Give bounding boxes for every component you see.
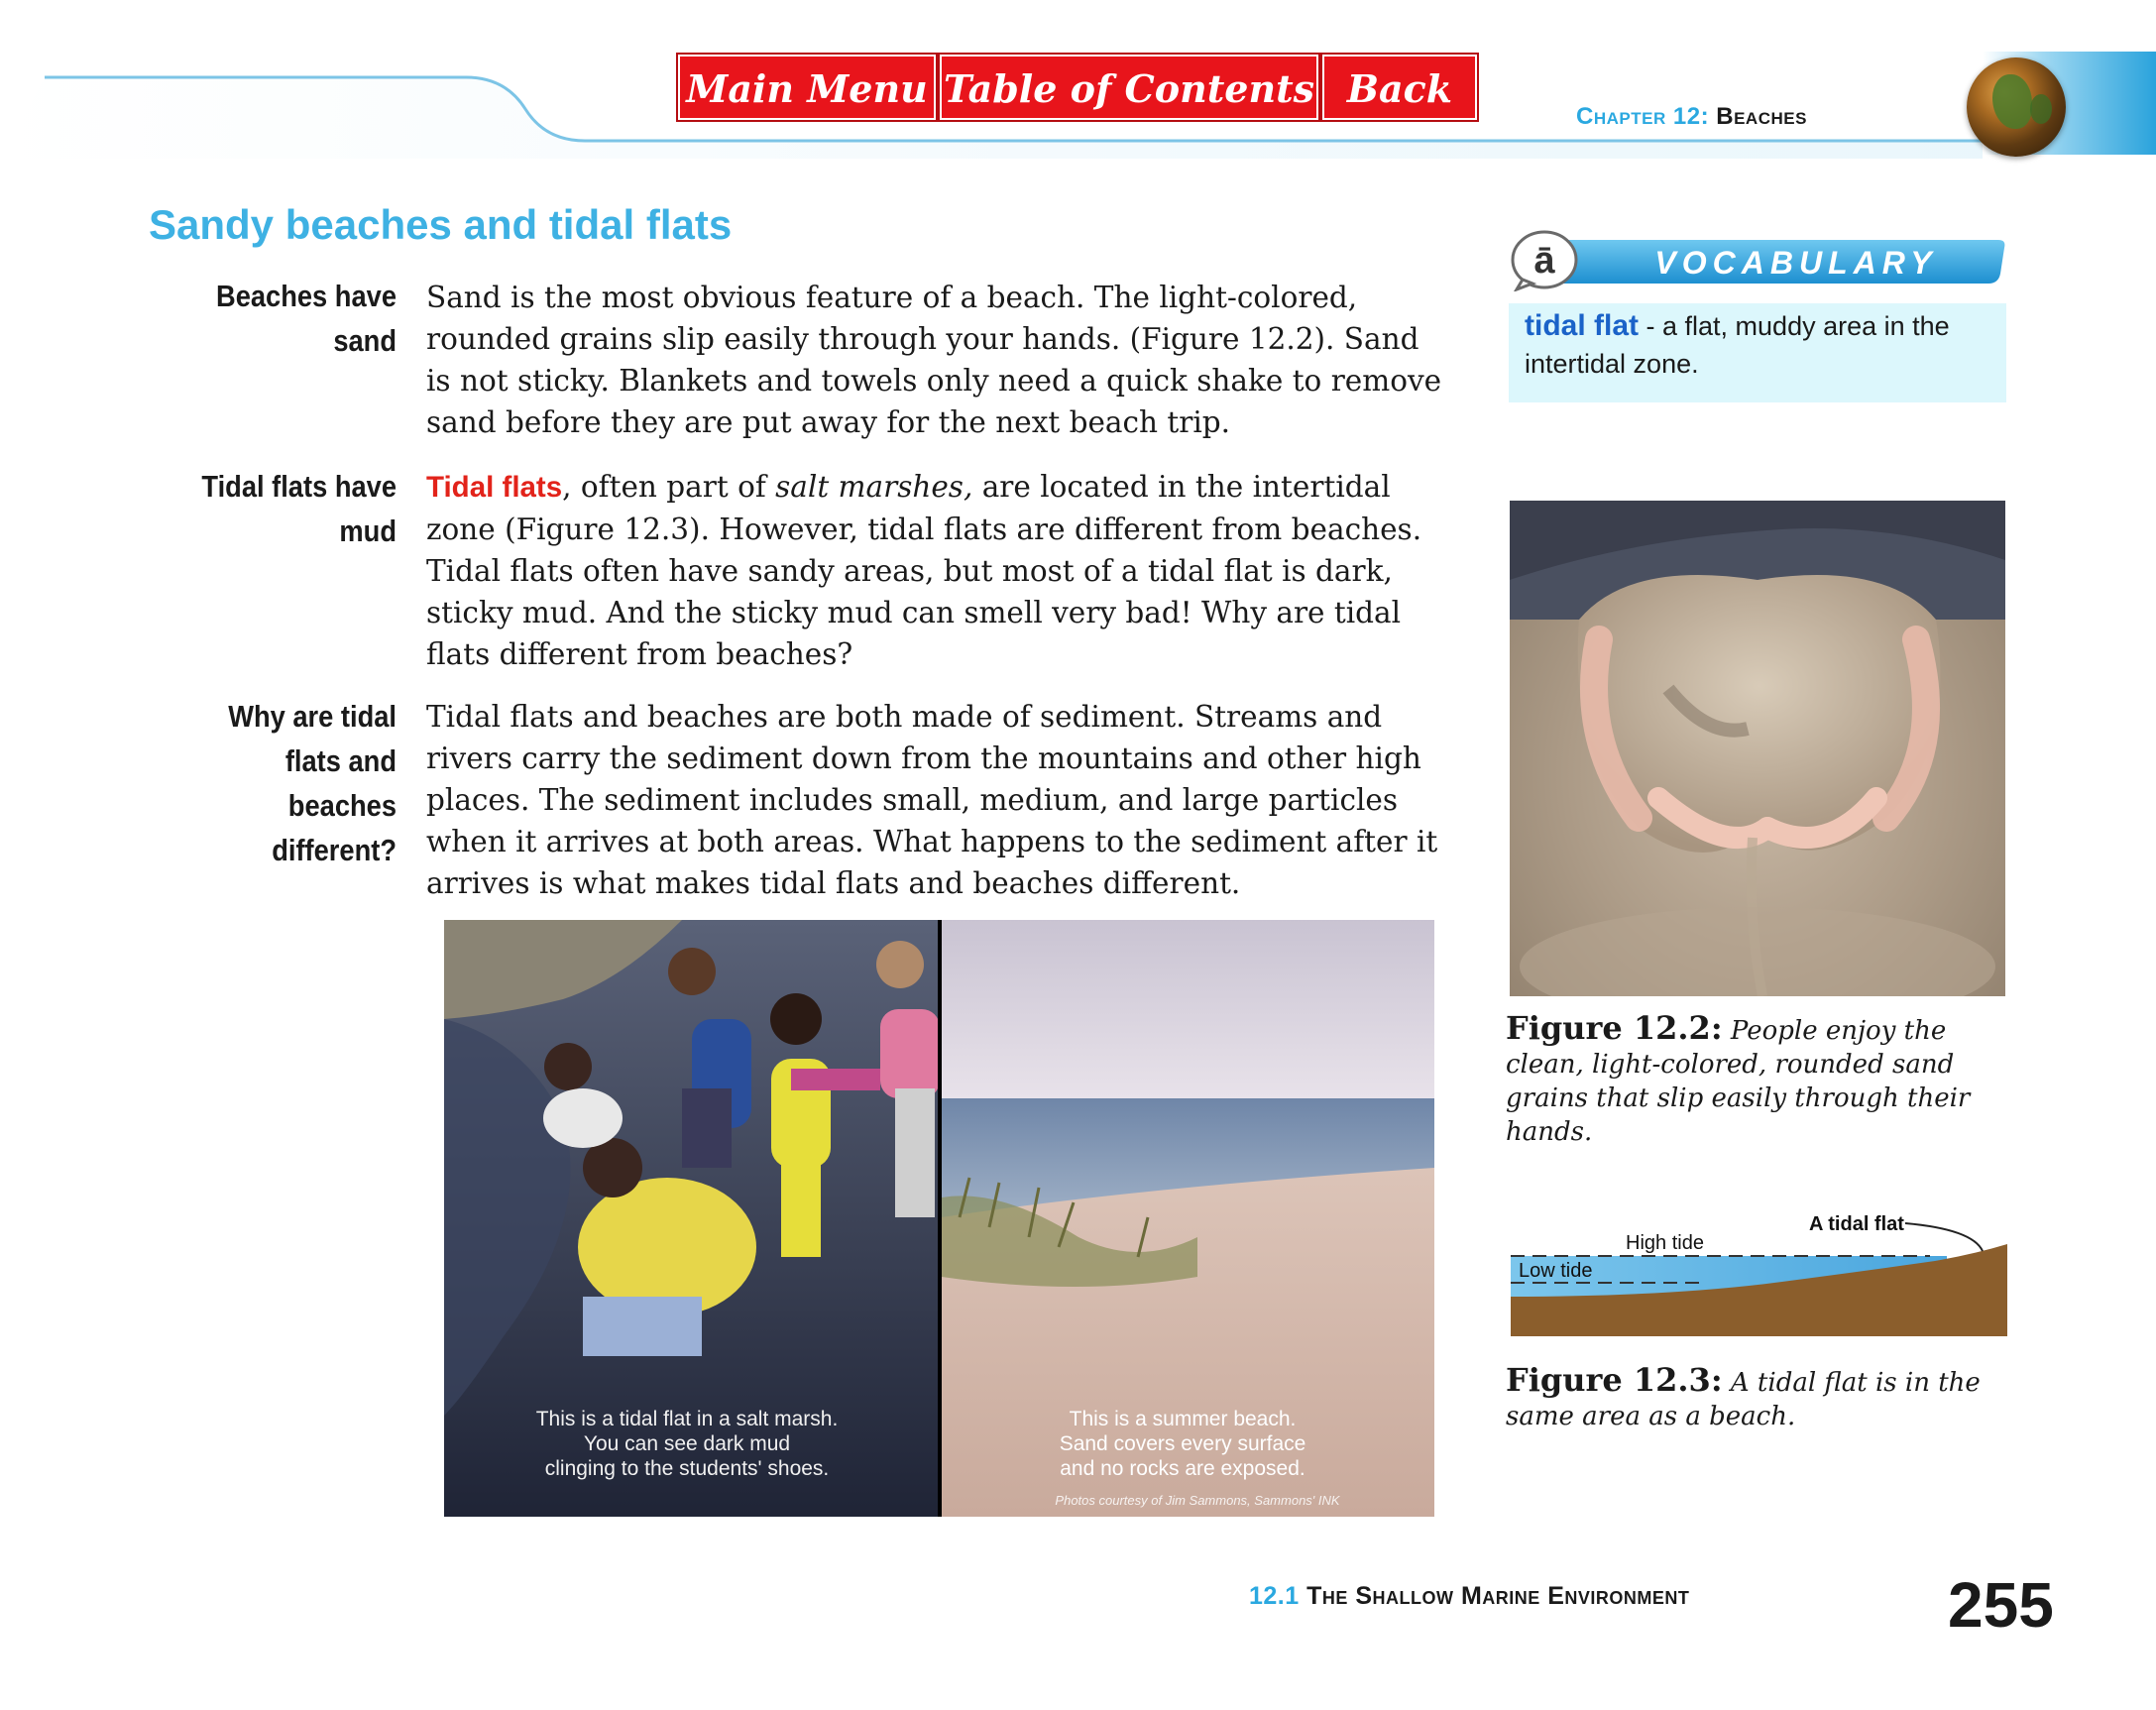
figure-12-3-caption [1506, 1363, 2021, 1433]
chapter-label [1576, 103, 1807, 131]
vocabulary-definition-text: - a flat, muddy area in the intertidal zone. [1525, 311, 1950, 379]
page-number: 255 [1948, 1569, 2054, 1641]
vocabulary-definition [1525, 307, 2000, 383]
term-tidal-flats: Tidal flats [426, 471, 563, 504]
vocabulary-banner-label: VOCABULARY [1654, 245, 1938, 281]
photo-left-caption-line: clinging to the students' shoes. [544, 1457, 830, 1480]
photo-right-caption-line: This is a summer beach. [1069, 1408, 1297, 1430]
vocabulary-term: tidal flat [1525, 309, 1640, 342]
vocabulary-icon-letter: ā [1533, 240, 1555, 282]
footer-section-label [1249, 1582, 1689, 1611]
footer-section-name: The Shallow Marine Environment [1306, 1582, 1690, 1610]
table-of-contents-button[interactable]: Table of Contents [940, 55, 1318, 120]
side-head-tidal-flats-mud: Tidal flats have mud [201, 469, 397, 548]
tidal-flat-diagram [1509, 1199, 2009, 1338]
photo-right-caption-line: Sand covers every surface [1059, 1432, 1306, 1455]
diagram-label-high-tide: High tide [1626, 1232, 1704, 1254]
figure-12-2-caption [1506, 1011, 2021, 1149]
figure-12-3-text: A tidal flat is in the same area as a beach. [1506, 1368, 1981, 1431]
globe-continent [2030, 94, 2052, 124]
chapter-prefix: Chapter 12: [1576, 103, 1710, 130]
back-button[interactable]: Back [1322, 55, 1477, 120]
figure-12-2-text: People enjoy the clean, light-colored, rounded sand grains that slip easily through their hands. [1506, 1016, 1971, 1147]
side-head-why-different: Why are tidal flats and beaches different? [228, 699, 397, 867]
photo-left-caption-line: This is a tidal flat in a salt marsh. [535, 1408, 839, 1430]
paragraph-text: , often part of [562, 470, 776, 504]
vocabulary-banner [1509, 228, 2006, 291]
photo-tidal-flat-and-beach [444, 920, 1434, 1517]
footer-section-number: 12.1 [1249, 1582, 1300, 1610]
diagram-label-low-tide: Low tide [1519, 1260, 1593, 1282]
diagram-label-tidal-flat: A tidal flat [1809, 1213, 1904, 1235]
figure-12-2-number: Figure 12.2: [1506, 1009, 1723, 1047]
photo-right-caption-line: and no rocks are exposed. [1060, 1457, 1305, 1480]
photo-credit: Photos courtesy of Jim Sammons, Sammons' INK [1055, 1493, 1340, 1508]
side-head-beaches-sand: Beaches have sand [216, 279, 397, 358]
paragraph-text: are located in the intertidal zone (Figure 12.3). However, tidal flats are different from beaches. Tidal flats often have sandy areas, but most of a tidal flat is dark, sticky mud. And the sticky mud can smell very bad! Why are tidal flats different from beaches? [426, 470, 1422, 671]
term-salt-marshes: salt marshes, [775, 470, 973, 504]
chapter-name: Beaches [1716, 103, 1807, 130]
paragraph-tidal-flats-mud [426, 466, 1452, 675]
paragraph-beaches-sand: Sand is the most obvious feature of a beach. The light-colored, rounded grains slip easily through your hands. (Figure 12.2). Sand is not sticky. Blankets and towels only need a quick shake to remove sand before they are put away for the next beach trip. [426, 281, 1442, 439]
photo-left-caption-line: You can see dark mud [583, 1432, 791, 1455]
figure-12-3-number: Figure 12.3: [1506, 1361, 1723, 1399]
section-title: Sandy beaches and tidal flats [149, 201, 733, 248]
main-menu-button[interactable]: Main Menu [678, 55, 936, 120]
photo-sand-hands [1510, 501, 2005, 996]
paragraph-why-different: Tidal flats and beaches are both made of sediment. Streams and rivers carry the sediment down from the mountains and other high places. The sediment includes small, medium, and large particles when it arrives at both areas. What happens to the sediment after it arrives is what makes tidal flats and beaches different. [426, 700, 1438, 900]
